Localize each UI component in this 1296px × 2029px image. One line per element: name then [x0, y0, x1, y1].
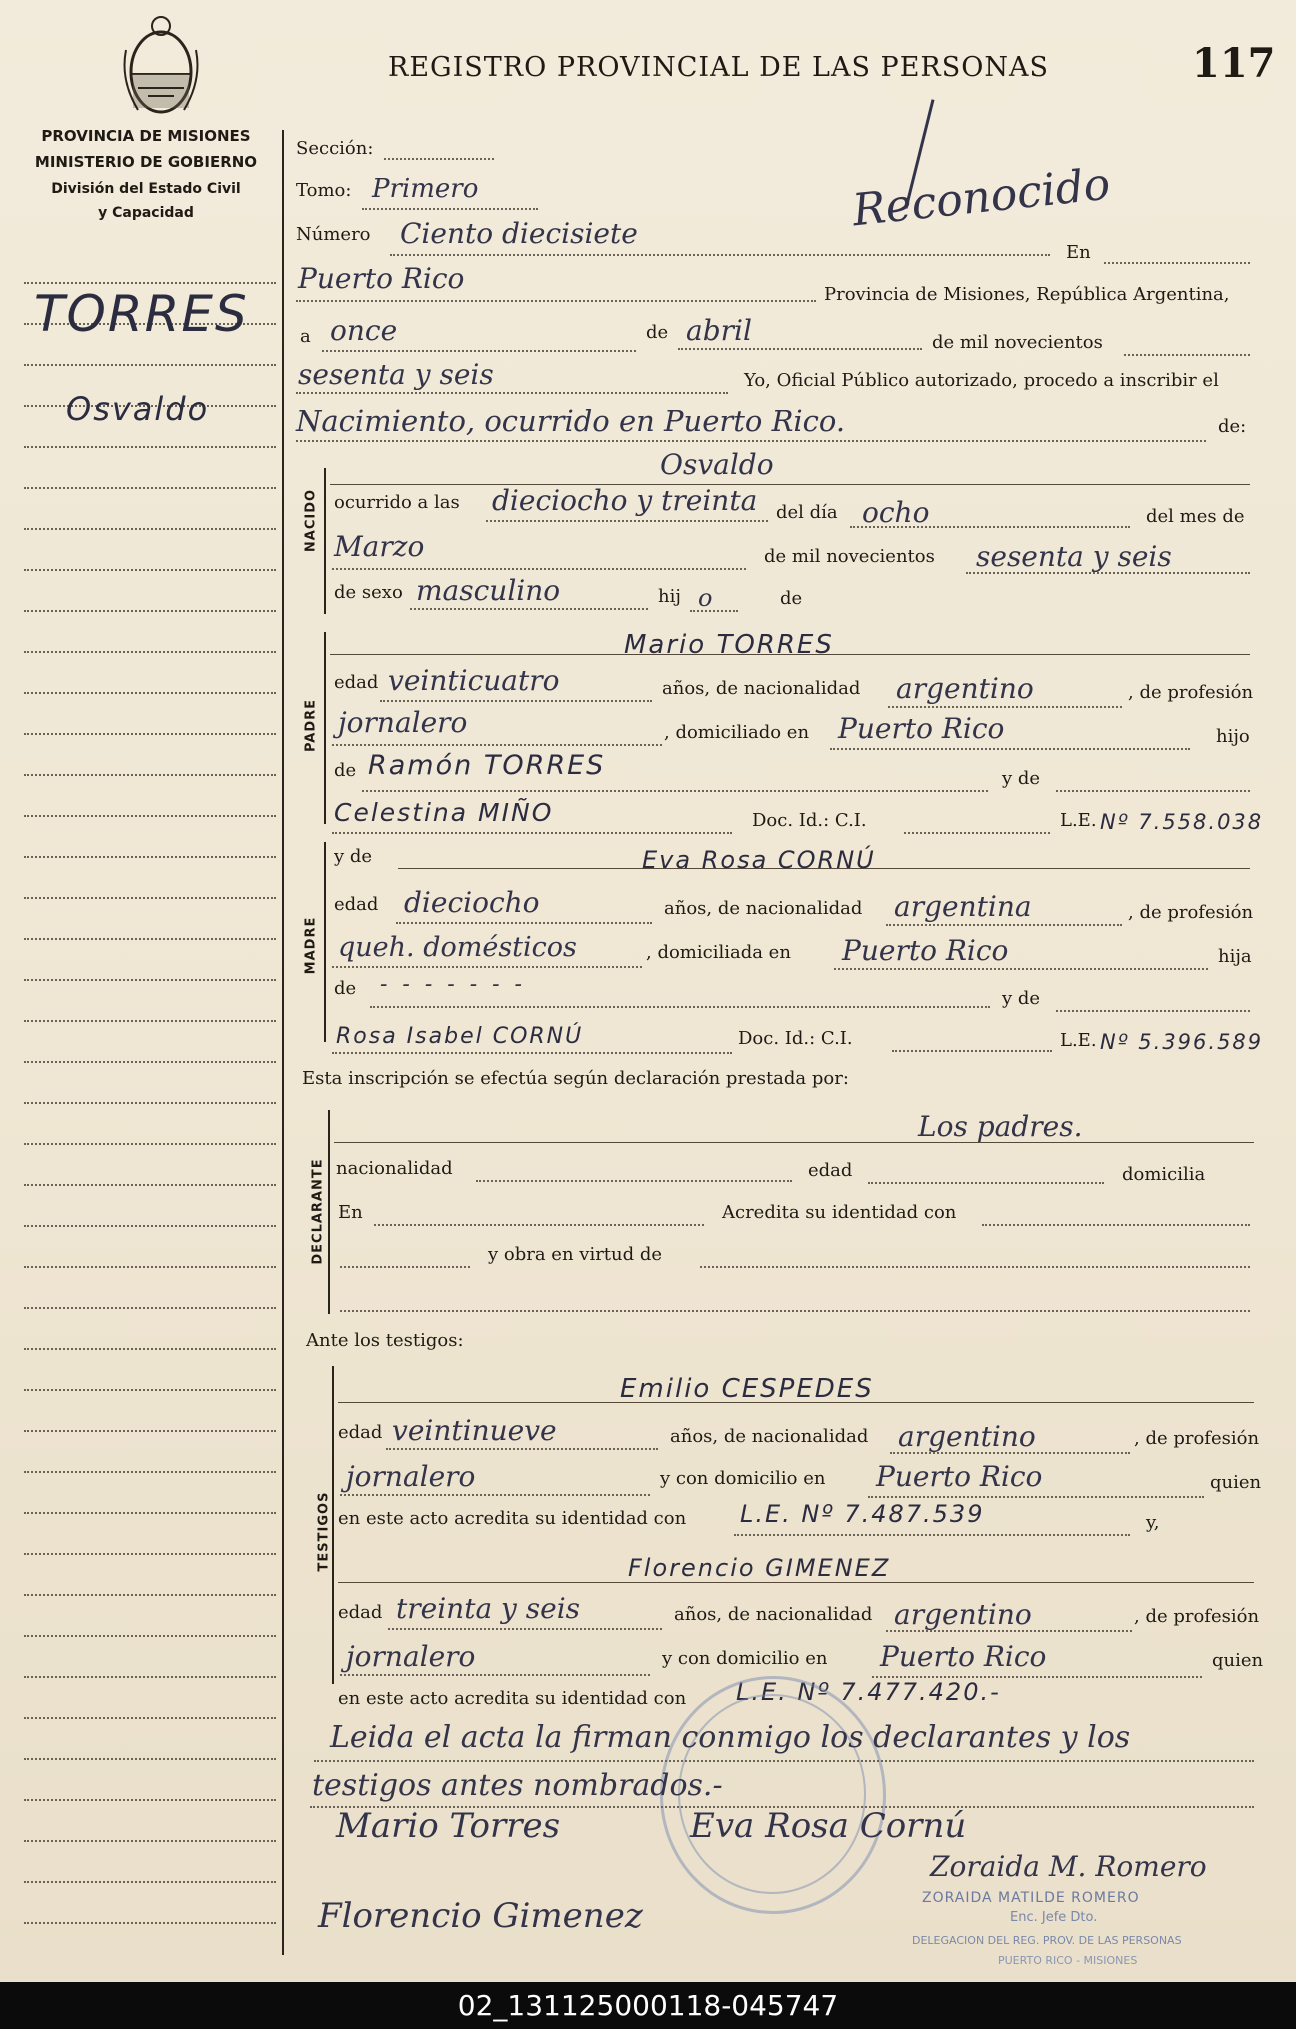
margin-dotted-line [24, 1553, 276, 1555]
w2-prof-value: jornalero [346, 1640, 476, 1673]
declarant-en-line [374, 1224, 704, 1226]
place-value: Puerto Rico [298, 262, 465, 295]
margin-dotted-line [24, 446, 276, 448]
margin-dotted-line [24, 1758, 276, 1760]
w1-id-value: L.E. Nº 7.487.539 [740, 1500, 985, 1528]
w1-prof-line [340, 1494, 650, 1496]
mother-prof-line [332, 966, 642, 968]
father-father-value: Ramón TORRES [368, 750, 606, 781]
w2-nac-label: años, de nacionalidad [674, 1604, 873, 1625]
mother-dom-value: Puerto Rico [842, 934, 1009, 967]
margin-dotted-line [24, 774, 276, 776]
mother-doc-line [892, 1050, 1052, 1052]
margin-dotted-line [24, 610, 276, 612]
sexo-label: de sexo [334, 582, 403, 603]
coat-of-arms-icon [118, 10, 204, 122]
day-reg-line [322, 350, 636, 352]
father-doc-label: Doc. Id.: C.I. [752, 810, 867, 831]
division-line-1: División del Estado Civil [51, 181, 241, 197]
margin-dotted-line [24, 1061, 276, 1063]
hij-label: hij [658, 586, 681, 607]
mother-hija-label: hija [1218, 946, 1252, 967]
margin-dotted-line [24, 1922, 276, 1924]
mother-father-line [370, 1006, 990, 1008]
mother-y-de-label-2: y de [1002, 988, 1041, 1009]
mother-doc-label: Doc. Id.: C.I. [738, 1028, 853, 1049]
w2-prof-line [340, 1674, 650, 1676]
w1-age-value: veintinueve [392, 1414, 557, 1447]
mother-age-line [396, 922, 652, 924]
official-stamp-role: Enc. Jefe Dto. [1010, 1910, 1098, 1925]
declarant-nat-line [476, 1180, 792, 1182]
margin-dotted-line [24, 1225, 276, 1227]
margin-dotted-line [24, 1102, 276, 1104]
w1-nat-line [890, 1452, 1130, 1454]
sex-line [410, 608, 648, 610]
del-mes-label: del mes de [1146, 506, 1245, 527]
section-testigos: TESTIGOS [316, 1491, 332, 1572]
w1-nat-value: argentino [898, 1420, 1036, 1453]
testigos-bracket [332, 1366, 334, 1684]
father-age-value: veinticuatro [388, 664, 560, 697]
w1-name-value: Emilio CESPEDES [620, 1374, 874, 1404]
w1-id-line [734, 1534, 1130, 1536]
seccion-line [384, 158, 494, 160]
margin-dotted-line [24, 1430, 276, 1432]
madre-bracket [324, 842, 326, 1042]
father-dom-value: Puerto Rico [838, 712, 1005, 745]
margin-dotted-line [24, 1799, 276, 1801]
day-birth-value: ocho [862, 496, 930, 529]
section-madre: MADRE [303, 916, 319, 975]
father-prof-line [332, 744, 662, 746]
a-label: a [300, 326, 311, 347]
margin-dotted-line [24, 1266, 276, 1268]
margin-dotted-line [24, 815, 276, 817]
year-reg-value: sesenta y seis [298, 358, 494, 391]
mother-y-de-label: y de [334, 846, 373, 867]
child-name-value: Osvaldo [660, 448, 774, 481]
margin-dotted-line [24, 1184, 276, 1186]
margin-dotted-line [24, 1881, 276, 1883]
signature-mother: Eva Rosa Cornú [690, 1806, 967, 1846]
father-mother-line [332, 832, 732, 834]
tomo-line [362, 208, 538, 210]
year-birth-line [966, 572, 1250, 574]
de-colon-label: de: [1218, 416, 1247, 437]
margin-dotted-line [24, 528, 276, 530]
declarant-domicilia-label: domicilia [1122, 1164, 1206, 1185]
margin-dotted-line [24, 856, 276, 858]
declarant-obra-label: y obra en virtud de [488, 1244, 663, 1265]
ministry-label: MINISTERIO DE GOBIERNO [34, 153, 258, 171]
official-stamp-name: ZORAIDA MATILDE ROMERO [922, 1890, 1140, 1906]
mother-prof-label: , de profesión [1128, 902, 1254, 923]
signature-witness: Florencio Gimenez [318, 1896, 643, 1936]
w2-name-line [338, 1582, 1254, 1583]
mother-age-value: dieciocho [404, 886, 540, 919]
hij-line [690, 610, 738, 612]
provincia-label: Provincia de Misiones, República Argentina, [824, 284, 1230, 305]
day-birth-line [850, 526, 1130, 528]
w1-prof-value: jornalero [346, 1460, 476, 1493]
numero-line [390, 254, 1050, 256]
mother-mother-line [332, 1052, 732, 1054]
mother-nac-label: años, de nacionalidad [664, 898, 863, 919]
closing-line-1-rule [314, 1760, 1254, 1762]
inscribe-line [296, 440, 1206, 442]
w1-acredita-label: en este acto acredita su identidad con [338, 1508, 687, 1529]
declarant-obra-line-1 [340, 1266, 470, 1268]
sex-value: masculino [416, 574, 561, 607]
w2-name-value: Florencio GIMENEZ [628, 1554, 891, 1582]
tomo-value: Primero [372, 174, 479, 204]
de-mil-label: de mil novecientos [932, 332, 1103, 353]
mother-mother-value: Rosa Isabel CORNÚ [336, 1024, 584, 1049]
day-reg-value: once [330, 314, 398, 347]
father-le-label: L.E. [1060, 810, 1097, 831]
declarant-nacionalidad-label: nacionalidad [336, 1158, 453, 1179]
margin-divider [282, 130, 284, 1955]
child-name-line [330, 484, 1250, 485]
w2-nat-value: argentino [894, 1598, 1032, 1631]
father-le-value: Nº 7.558.038 [1100, 810, 1264, 834]
declarant-age-line [868, 1182, 1104, 1184]
delegation-line-1: DELEGACION DEL REG. PROV. DE LAS PERSONAS [912, 1934, 1182, 1947]
w1-dom-line [868, 1496, 1204, 1498]
testigos-intro-label: Ante los testigos: [306, 1330, 464, 1351]
tomo-label: Tomo: [296, 180, 352, 201]
margin-dotted-line [24, 1635, 276, 1637]
delegation-line-2: PUERTO RICO - MISIONES [998, 1954, 1138, 1967]
mother-dom-label: , domiciliada en [646, 942, 791, 963]
father-de-label: de [334, 760, 357, 781]
declarant-extra-line [340, 1310, 1250, 1312]
w2-prof-label: , de profesión [1134, 1606, 1260, 1627]
father-mother-value: Celestina MIÑO [334, 798, 554, 827]
place-line [296, 300, 816, 302]
margin-dotted-line [24, 1471, 276, 1473]
division-line-2: y Capacidad [98, 205, 194, 221]
w1-prof-label: , de profesión [1134, 1428, 1260, 1449]
father-y-de-label: y de [1002, 768, 1041, 789]
section-nacido: NACIDO [303, 488, 319, 553]
margin-dotted-line [24, 1594, 276, 1596]
w1-y-label: y, [1146, 1512, 1160, 1533]
margin-dotted-line [24, 692, 276, 694]
province-label: PROVINCIA DE MISIONES [41, 127, 251, 145]
margin-surname: TORRES [34, 285, 249, 343]
section-declarante: DECLARANTE [310, 1158, 326, 1265]
mother-dom-line [834, 968, 1208, 970]
margin-dotted-line [24, 1840, 276, 1842]
father-nac-label: años, de nacionalidad [662, 678, 861, 699]
declarant-edad-label: edad [808, 1160, 853, 1181]
mother-prof-value: queh. domésticos [338, 932, 577, 963]
mother-le-label: L.E. [1060, 1030, 1097, 1051]
w2-age-line [388, 1628, 662, 1630]
margin-given-name: Osvaldo [66, 390, 210, 428]
mother-nat-value: argentina [894, 890, 1032, 923]
signature-father: Mario Torres [336, 1806, 561, 1846]
declarant-en-label: En [338, 1202, 363, 1223]
declarant-acredita-label: Acredita su identidad con [722, 1202, 957, 1223]
seccion-label: Sección: [296, 138, 374, 159]
del-dia-label: del día [776, 502, 838, 523]
mother-father-value: - - - - - - - [380, 972, 526, 997]
margin-dotted-line [24, 733, 276, 735]
hour-line [486, 520, 768, 522]
padre-bracket [324, 632, 326, 824]
w2-acredita-label: en este acto acredita su identidad con [338, 1688, 687, 1709]
ocurrido-label: ocurrido a las [334, 492, 460, 513]
numero-value: Ciento diecisiete [400, 217, 638, 250]
mother-y-de-line [1056, 1010, 1250, 1012]
declarante-bracket [328, 1110, 330, 1314]
mother-edad-label: edad [334, 894, 379, 915]
father-dom-line [830, 748, 1190, 750]
margin-dotted-line [24, 1717, 276, 1719]
father-y-de-line [1056, 790, 1250, 792]
margin-dotted-line [24, 1307, 276, 1309]
father-dom-label: , domiciliado en [664, 722, 810, 743]
father-age-line [380, 700, 652, 702]
margin-dotted-line [24, 979, 276, 981]
declarant-value: Los padres. [918, 1110, 1083, 1143]
en-line [1104, 262, 1250, 264]
top-signature: Reconocido [850, 158, 1113, 237]
w1-nac-label: años, de nacionalidad [670, 1426, 869, 1447]
month-reg-line [678, 348, 922, 350]
father-doc-line [904, 832, 1050, 834]
w1-quien-label: quien [1210, 1472, 1262, 1493]
w2-quien-label: quien [1212, 1650, 1264, 1671]
de-mil-line [1124, 354, 1250, 356]
w2-edad-label: edad [338, 1602, 383, 1623]
declarant-acredita-line [982, 1224, 1250, 1226]
margin-dotted-line [24, 1512, 276, 1514]
w2-age-value: treinta y seis [396, 1592, 581, 1625]
margin-dotted-line [24, 569, 276, 571]
father-edad-label: edad [334, 672, 379, 693]
father-father-line [362, 790, 988, 792]
margin-dotted-line [24, 282, 276, 284]
declarant-line [334, 1142, 1254, 1143]
father-name-value: Mario TORRES [624, 630, 834, 660]
file-code-bar: 02_131125000118-045747 [0, 1982, 1296, 2029]
margin-dotted-line [24, 1348, 276, 1350]
de-mil-label-2: de mil novecientos [764, 546, 935, 567]
en-label: En [1066, 242, 1091, 263]
w2-dom-label: y con domicilio en [662, 1648, 828, 1669]
closing-line-1: Leida el acta la firman conmigo los declarantes y los [330, 1720, 1131, 1755]
w1-dom-label: y con domicilio en [660, 1468, 826, 1489]
w2-id-value: L.E. Nº 7.477.420.- [736, 1678, 1001, 1706]
de-label-1: de [646, 322, 669, 343]
father-prof-value: jornalero [338, 706, 468, 739]
mother-le-value: Nº 5.396.589 [1100, 1030, 1264, 1054]
year-birth-value: sesenta y seis [976, 540, 1172, 573]
margin-dotted-line [24, 487, 276, 489]
margin-dotted-line [24, 651, 276, 653]
margin-dotted-line [24, 1143, 276, 1145]
hij-suffix-value: o [698, 584, 713, 612]
month-birth-line [332, 568, 746, 570]
numero-label: Número [296, 224, 371, 245]
w1-edad-label: edad [338, 1422, 383, 1443]
month-reg-value: abril [686, 314, 752, 347]
father-hijo-label: hijo [1216, 726, 1250, 747]
closing-line-2: testigos antes nombrados.- [312, 1768, 723, 1803]
declarant-obra-line-2 [700, 1266, 1250, 1268]
section-padre: PADRE [303, 698, 319, 753]
w1-age-line [386, 1448, 658, 1450]
margin-dotted-line [24, 364, 276, 366]
margin-dotted-line [24, 1676, 276, 1678]
de-label-2: de [780, 588, 803, 609]
father-nat-value: argentino [896, 672, 1034, 705]
w2-dom-value: Puerto Rico [880, 1640, 1047, 1673]
father-nat-line [888, 706, 1122, 708]
margin-dotted-line [24, 897, 276, 899]
father-prof-label: , de profesión [1128, 682, 1254, 703]
hour-value: dieciocho y treinta [492, 484, 758, 517]
mother-de-label: de [334, 978, 357, 999]
oficial-label: Yo, Oficial Público autorizado, procedo a inscribir el [744, 370, 1219, 391]
inscribe-value: Nacimiento, ocurrido en Puerto Rico. [296, 404, 846, 438]
margin-dotted-line [24, 1020, 276, 1022]
declaracion-label: Esta inscripción se efectúa según declaración prestada por: [302, 1068, 849, 1089]
margin-dotted-line [24, 1389, 276, 1391]
year-reg-line [296, 392, 728, 394]
margin-dotted-line [24, 938, 276, 940]
month-birth-value: Marzo [334, 530, 425, 563]
registry-title: REGISTRO PROVINCIAL DE LAS PERSONAS [388, 52, 1050, 83]
page-number: 117 [1192, 40, 1276, 87]
w2-nat-line [886, 1630, 1132, 1632]
w1-dom-value: Puerto Rico [876, 1460, 1043, 1493]
nacido-bracket [324, 468, 326, 614]
mother-name-value: Eva Rosa CORNÚ [642, 846, 876, 874]
mother-nat-line [886, 924, 1122, 926]
signature-official: Zoraida M. Romero [930, 1850, 1207, 1883]
